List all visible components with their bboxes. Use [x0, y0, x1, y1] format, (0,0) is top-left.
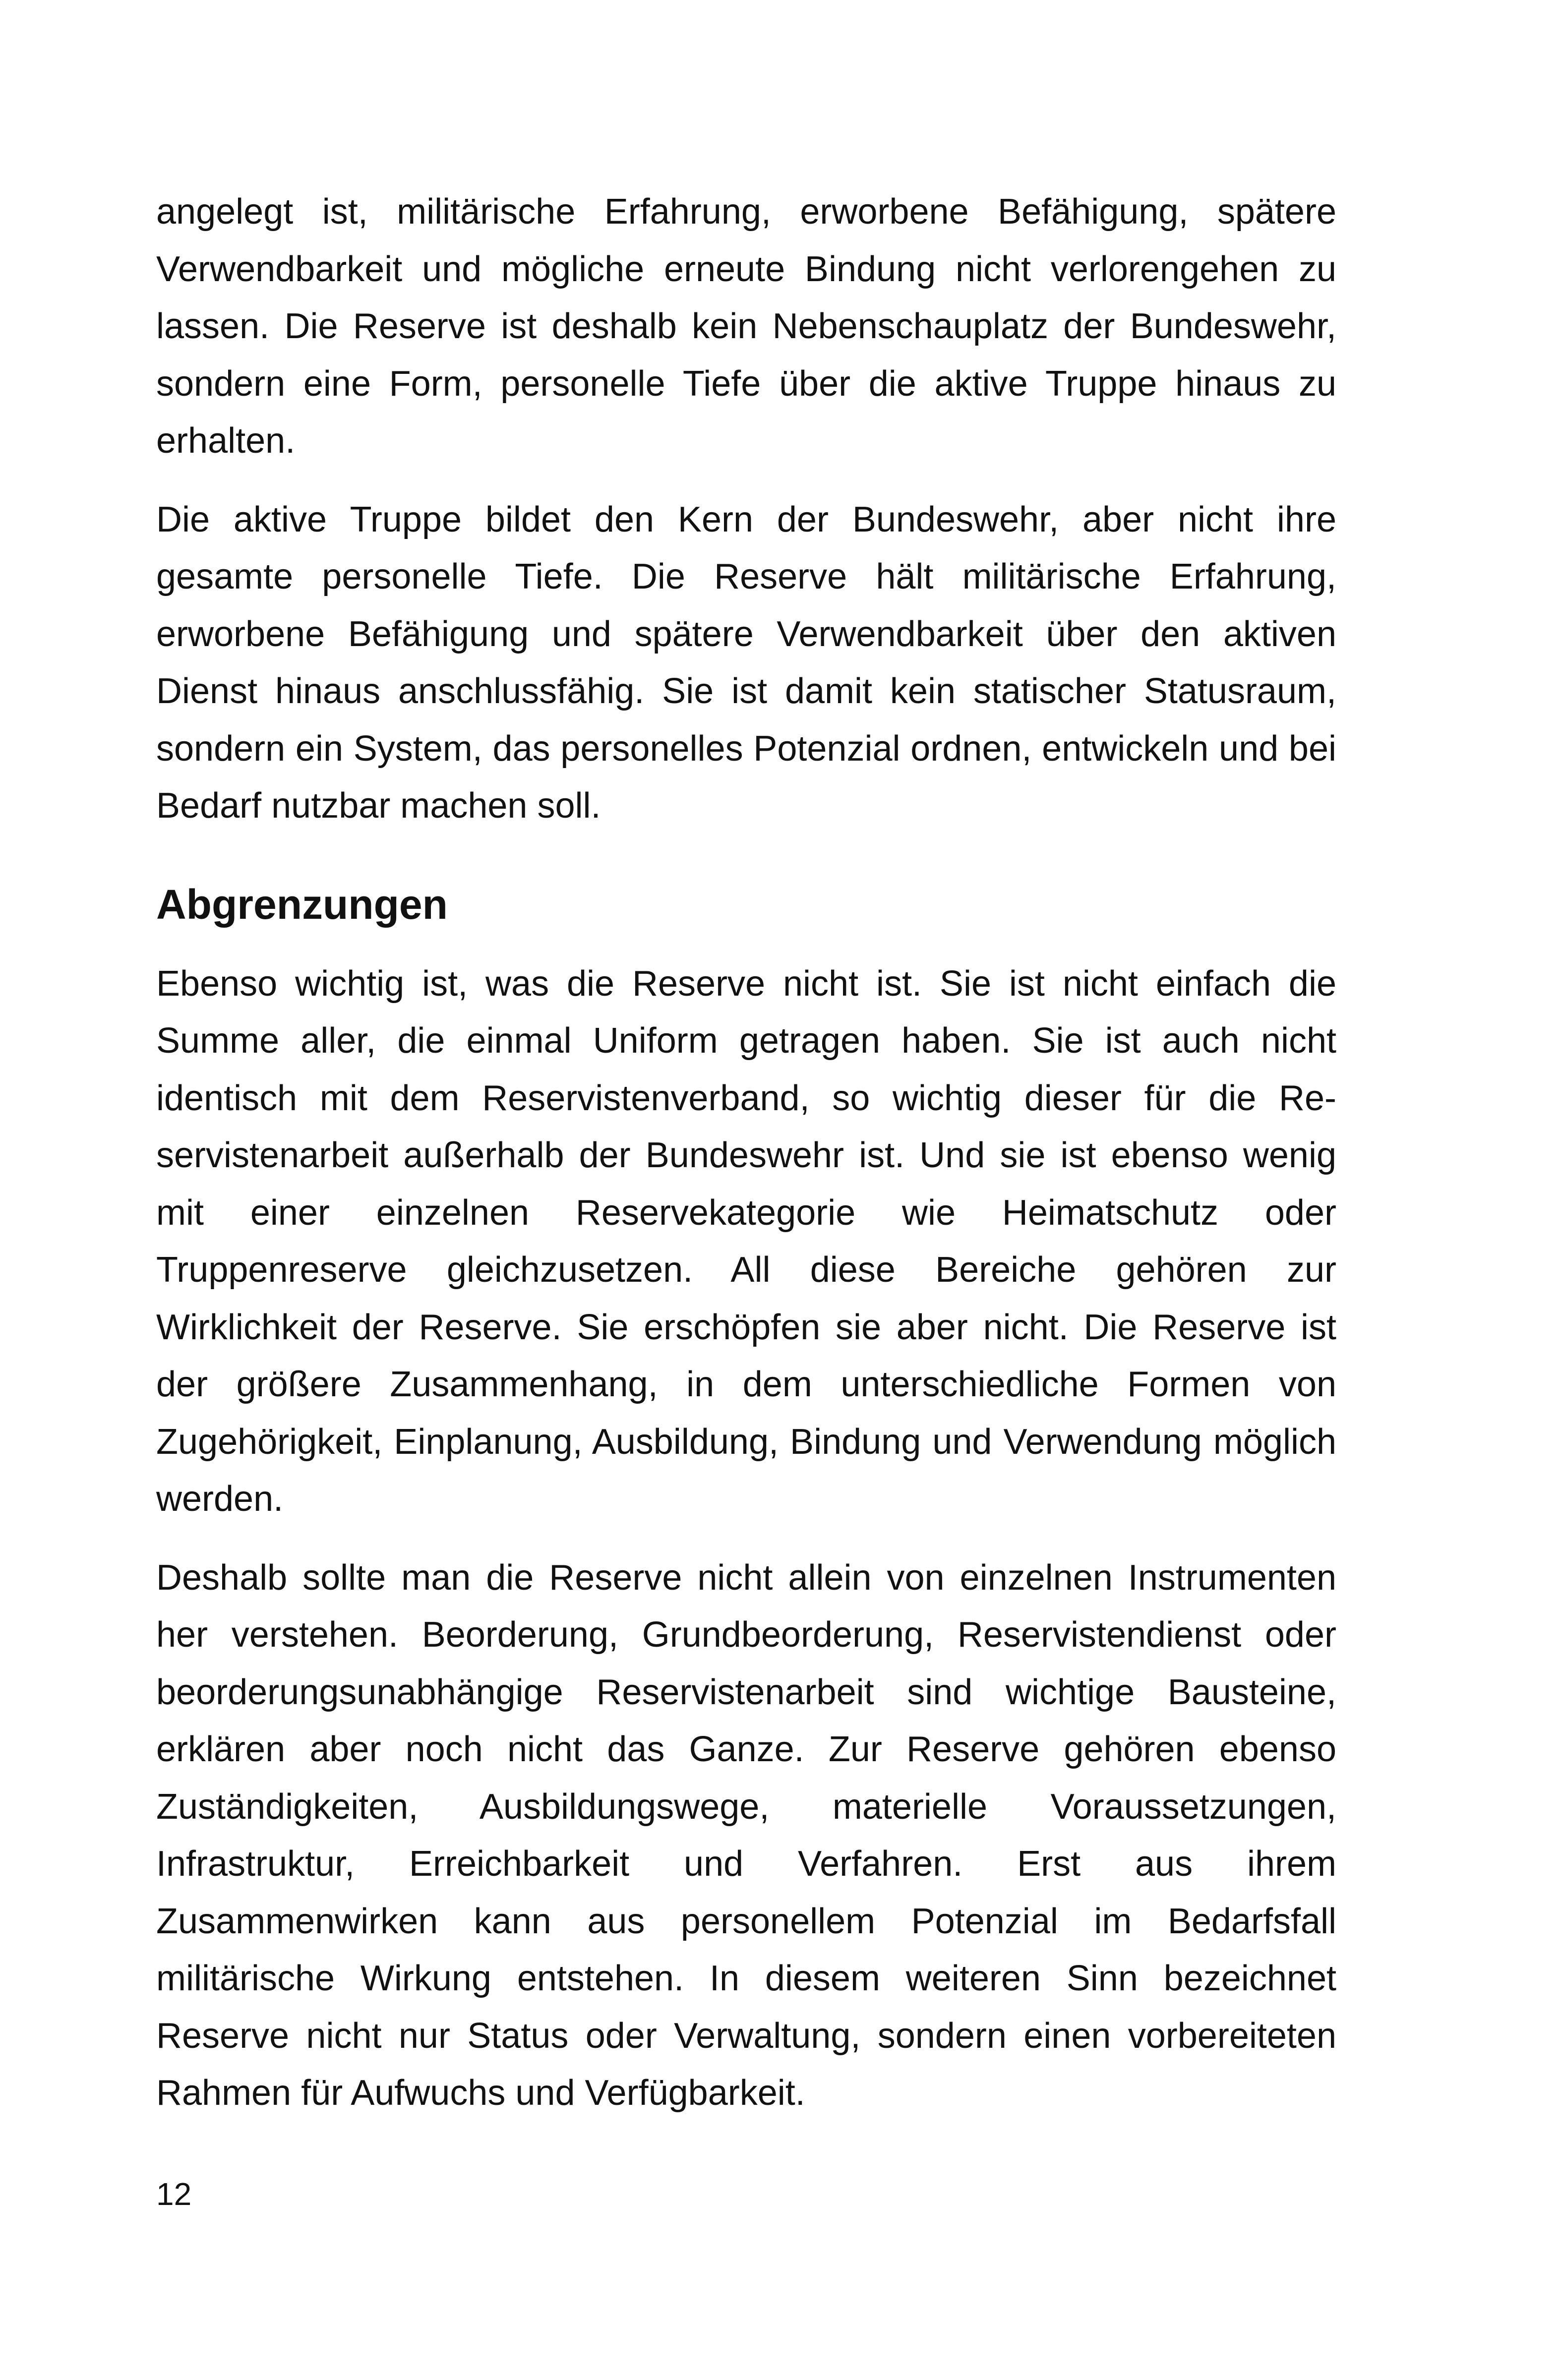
paragraph-instruments: Deshalb sollte man die Reserve nicht allein von einzelnen Instrumenten her verstehen. Beorderung, Grundbeorderung, Reservistendienst oder beorderungsunabhängige Reservistenarbeit sind wichtige Bausteine, erklären aber noch nicht das Ganze. Zur Reserve gehören ebenso Zuständigkeiten, Ausbildungswege, materielle Voraussetzungen, Infrastruktur, Erreichbarkeit und Verfahren. Erst aus ihrem Zusammenwirken kann aus personellem Potenzial im Bedarfsfall militärische Wirkung entstehen. In diesem weiteren Sinn bezeichnet Reserve nicht nur Status oder Verwaltung, sondern einen vorbereiteten Rahmen für Aufwuchs und Verfügbarkeit.	[156, 1557, 1336, 2113]
paragraph-active-troops: Die aktive Truppe bildet den Kern der Bundeswehr, aber nicht ihre gesamte personelle Tiefe. Die Reserve hält militärische Erfahrung, erworbene Befähigung und spätere Verwendbarkeit über den aktiven Dienst hinaus anschlussfähig. Sie ist damit kein statischer Statusraum, sondern ein System, das personelles Potenzial ordnen, entwickeln und bei Bedarf nutzbar machen soll.	[156, 499, 1336, 826]
text-body	[156, 183, 1336, 2143]
section-heading: Abgrenzungen	[156, 881, 448, 928]
paragraph-delimitations: Ebenso wichtig ist, was die Reserve nicht ist. Sie ist nicht einfach die Summe aller, die einmal Uniform getragen haben. Sie ist auch nicht identisch mit dem Reservistenverband, so wichtig dieser für die Reservistenarbeit außerhalb der Bundeswehr ist. Und sie ist ebenso wenig mit einer einzelnen Reservekategorie wie Heimatschutz oder Truppenreserve gleichzusetzen. All diese Bereiche gehören zur Wirklichkeit der Reserve. Sie erschöpfen sie aber nicht. Die Reserve ist der größere Zusammenhang, in dem unterschiedliche Formen von Zugehörigkeit, Einplanung, Ausbildung, Bindung und Verwendung möglich werden.	[156, 963, 1336, 1519]
page-number: 12	[156, 2176, 192, 2212]
paragraph-intro-continued: angelegt ist, militärische Erfahrung, erworbene Befähigung, spätere Verwendbarkeit und mögliche erneute Bindung nicht verlorengehen zu lassen. Die Reserve ist deshalb kein Nebenschauplatz der Bundeswehr, sondern eine Form, personelle Tiefe über die aktive Truppe hinaus zu erhalten.	[156, 192, 1336, 461]
